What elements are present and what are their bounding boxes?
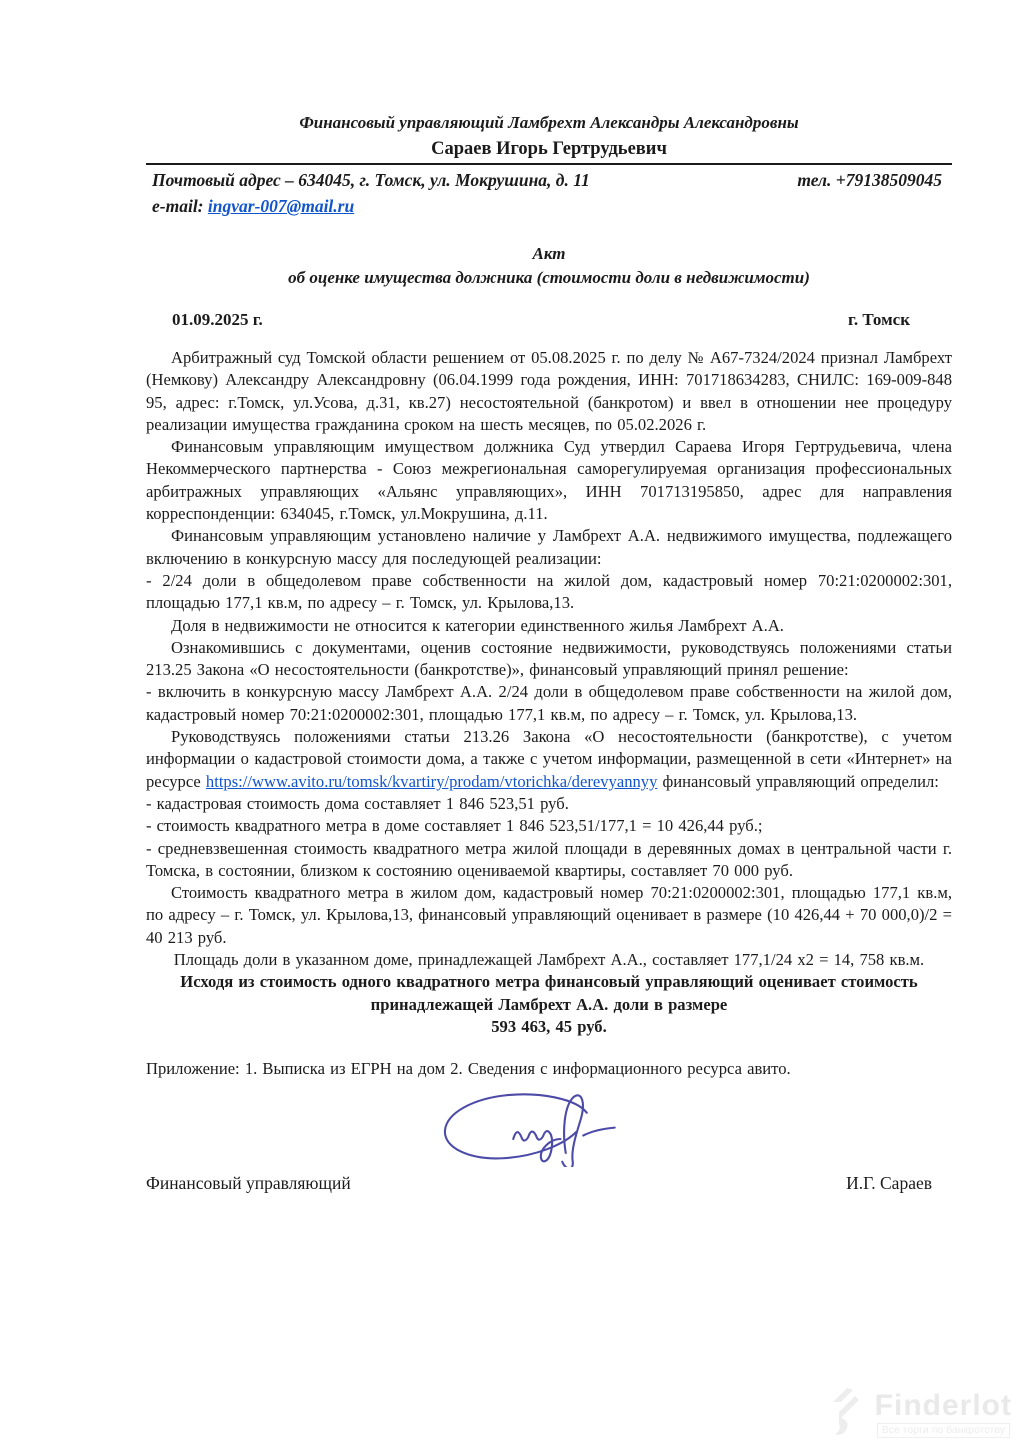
watermark-text bbox=[874, 1388, 1012, 1438]
header-divider bbox=[146, 163, 952, 165]
watermark bbox=[827, 1388, 1012, 1440]
paragraph-sqm-value: - стоимость квадратного метра в доме составляет 1 846 523,51/177,1 = 10 426,44 руб.; bbox=[146, 816, 763, 836]
paragraph-methodology bbox=[146, 726, 952, 793]
paragraph-manager-appointment: Финансовым управляющим имуществом должника Суд утвердил Сараева Игоря Гертрудьевича, члена Некоммерческого партнерства - Союз межрегиональная саморегулируемая организация профессиональных арбитражных управляющих «Альянс управляющих», ИНН 701713195850, адрес для направления корреспонденции: 634045, г.Томск, ул.Мокрушина, д.11. bbox=[146, 437, 952, 524]
paragraph-weighted-value: - средневзвешенная стоимость квадратного метра жилой площади в деревянных домах в центральной части г. Томска, в состоянии, близком к состоянию оцениваемой квартиры, составляет 70 000 руб. bbox=[146, 838, 952, 880]
document-date: 01.09.2025 г. bbox=[172, 310, 263, 329]
paragraph-methodology-text-after: финансовый управляющий определил: bbox=[662, 771, 939, 791]
paragraph-decision-intro: Ознакомившись с документами, оценив состояние недвижимости, руководствуясь положениями статьи 213.25 Закона «О несостоятельности (банкротстве)», финансовый управляющий принял решение: bbox=[146, 637, 952, 680]
paragraph-valuation-amount: 593 463, 45 руб. bbox=[491, 1016, 607, 1036]
paragraph-methodology-text-before: Руководствуясь положениями статьи 213.26 Закона «О несостоятельности (банкротстве), с учетом информации о кадастровой стоимости дома, а также с учетом информации, размещенной в сети «Интернет» на ресурсе bbox=[146, 727, 952, 791]
email-link[interactable]: ingvar-007@mail.ru bbox=[207, 196, 355, 216]
paragraph-not-single-housing: Доля в недвижимости не относится к категории единственного жилья Ламбрехт А.А. bbox=[171, 615, 784, 635]
footer-signatory: И.Г. Сараев bbox=[846, 1172, 932, 1193]
paragraph-appendix: Приложение: 1. Выписка из ЕГРН на дом 2. Сведения с информационного ресурса авито. bbox=[146, 1059, 791, 1079]
document-content bbox=[146, 110, 952, 1195]
signature-footer bbox=[146, 1171, 952, 1195]
email-label: e-mail: bbox=[152, 196, 204, 216]
document-subtitle: об оценке имущества должника (стоимости доли в недвижимости) bbox=[288, 268, 810, 287]
paragraph-include-share: - включить в конкурсную массу Ламбрехт А.А. 2/24 доли в общедолевом праве собственности на жилой дом, кадастровый номер 70:21:0200002:301, площадью 177,1 кв.м, по адресу – г. Томск, ул. Крылова,13. bbox=[146, 682, 952, 724]
dateline bbox=[146, 308, 952, 332]
paragraph-valuation-statement: Исходя из стоимость одного квадратного метра финансовый управляющий оценивает стоимость принадлежащей Ламбрехт А.А. доли в размере bbox=[180, 972, 918, 1014]
signature-icon bbox=[399, 1083, 659, 1167]
header-email-row bbox=[146, 193, 952, 220]
phone-number: тел. +79138509045 bbox=[797, 170, 942, 190]
paragraph-court-decision: Арбитражный суд Томской области решением от 05.08.2025 г. по делу № А67-7324/2024 признал Ламбрехт (Немкову) Александру Александровну (06.04.1999 года рождения, ИНН: 701718634283, СНИЛС: 169-009-848 95, адрес: г.Томск, ул.Усова, д.31, кв.27) несостоятельной (банкротом) и ввел в отношении нее процедуру реализации имущества гражданина сроком на шесть месяцев, по 05.02.2026 г. bbox=[146, 348, 952, 434]
paragraph-sqm-estimate: Стоимость квадратного метра в жилом дом, кадастровый номер 70:21:0200002:301, площадью 177,1 кв.м, по адресу – г. Томск, ул. Крылова,13, финансовый управляющий оценивает в размере (10 426,44 + 70 000,0)/2 = 40 213 руб. bbox=[146, 883, 952, 947]
postal-address: Почтовый адрес – 634045, г. Томск, ул. Мокрушина, д. 11 bbox=[152, 170, 590, 190]
document-title: Акт bbox=[532, 244, 566, 263]
document-city: г. Томск bbox=[848, 310, 910, 329]
header-manager-name: Сараев Игорь Гертрудьевич bbox=[431, 139, 667, 159]
signature-block bbox=[146, 1083, 952, 1167]
avito-link[interactable]: https://www.avito.ru/tomsk/kvartiry/prodam/vtorichka/derevyannyy bbox=[205, 771, 658, 791]
footer-role: Финансовый управляющий bbox=[146, 1172, 351, 1193]
paragraph-cadastral-value: - кадастровая стоимость дома составляет 1 846 523,51 руб. bbox=[146, 793, 569, 813]
watermark-tagline: Все торги по банкротству bbox=[877, 1423, 1010, 1438]
title-block bbox=[146, 242, 952, 290]
header-manager-line: Финансовый управляющий Ламбрехт Александры Александровны bbox=[299, 113, 799, 132]
header-address-row bbox=[146, 168, 952, 193]
paragraph-share-item: - 2/24 доли в общедолевом праве собственности на жилой дом, кадастровый номер 70:21:0200002:301, площадью 177,1 кв.м, по адресу – г. Томск, ул. Крылова,13. bbox=[146, 570, 952, 613]
watermark-brand: Finderlot bbox=[874, 1388, 1012, 1422]
paragraph-share-area: Площадь доли в указанном доме, принадлежащей Ламбрехт А.А., составляет 177,1/24 х2 = 14, 758 кв.м. bbox=[173, 950, 925, 970]
finderlot-logo-icon bbox=[827, 1388, 869, 1440]
paragraph-property-found: Финансовым управляющим установлено наличие у Ламбрехт А.А. недвижимого имущества, подлежащего включению в конкурсную массу для последующей реализации: bbox=[146, 526, 952, 568]
